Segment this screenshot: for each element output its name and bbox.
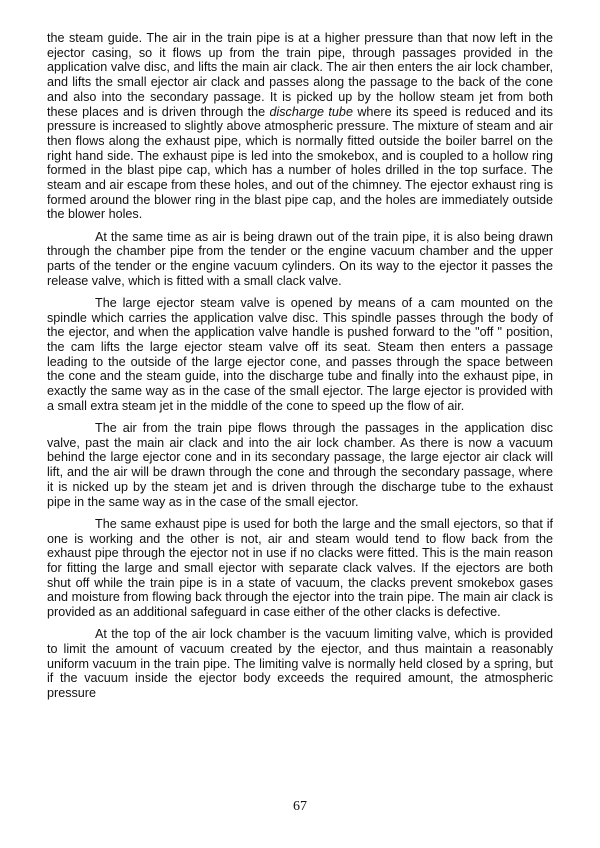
paragraph-1 <box>47 31 553 222</box>
paragraph-1-text-b: where its speed is reduced and its pressure is increased to slightly above atmospheric pressure. The mixture of steam and air then flows along the exhaust pipe, which is normally fitted outside the boiler barrel on the right hand side. The exhaust pipe is led into the smokebox, and is coupled to a hollow ring formed in the blast pipe cap, which has a number of holes drilled in the top surface. The steam and air escape from these holes, and out of the chimney. The ejector exhaust ring is formed around the blower ring in the blast pipe cap, and the holes are immediately outside the blower holes. <box>47 104 553 222</box>
paragraph-6: At the top of the air lock chamber is the vacuum limiting valve, which is provided to limit the amount of vacuum created by the ejector, and thus maintain a reasonably uniform vacuum in the train pipe. The limiting valve is normally held closed by a spring, but if the vacuum inside the ejector body exceeds the required amount, the atmospheric pressure <box>47 627 553 701</box>
body-text <box>47 31 553 701</box>
paragraph-1-text-a: the steam guide. The air in the train pipe is at a higher pressure than that now left in the ejector casing, so it flows up from the train pipe, through passages provided in the application valve disc, and lifts the main air clack. The air then enters the air lock chamber, and lifts the small ejector air clack and passes along the passage to the back of the cone and also into the secondary passage. It is picked up by the hollow steam jet from both these places and is driven through the <box>47 31 553 119</box>
discharge-tube-emphasis: discharge tube <box>269 104 353 119</box>
paragraph-5: The same exhaust pipe is used for both the large and the small ejectors, so that if one is working and the other is not, air and steam would tend to flow back from the exhaust pipe through the ejector not in use if no clacks were fitted. This is the main reason for fitting the large and small ejector with separate clack valves. If the ejectors are both shut off while the train pipe is in a state of vacuum, the clacks prevent smokebox gases and moisture from flowing back through the ejector into the train pipe. The main air clack is provided as an additional safeguard in case either of the other clacks is defective. <box>47 516 553 620</box>
page-number: 67 <box>293 799 307 814</box>
paragraph-3: The large ejector steam valve is opened by means of a cam mounted on the spindle which carries the application valve disc. This spindle passes through the body of the ejector, and when the application valve handle is pushed forward to the "off " position, the cam lifts the large ejector steam valve off its seat. Steam then enters a passage leading to the outside of the large ejector cone, and passes through the space between the cone and the steam guide, into the discharge tube and finally into the exhaust pipe, in exactly the same way as in the case of the small ejector. The large ejector is provided with a small extra steam jet in the middle of the cone to speed up the flow of air. <box>47 295 553 413</box>
paragraph-2: At the same time as air is being drawn out of the train pipe, it is also being drawn through the chamber pipe from the tender or the engine vacuum chamber and the upper parts of the tender or the engine vacuum cylinders. On its way to the ejector it passes the release valve, which is fitted with a small clack valve. <box>47 229 553 288</box>
paragraph-4: The air from the train pipe flows through the passages in the application disc valve, past the main air clack and into the air lock chamber. As there is now a vacuum behind the large ejector cone and in its secondary passage, the large ejector air clack will lift, and the air will be drawn through the cone and through the secondary passage, where it is nicked up by the steam jet and is driven through the discharge tube to the exhaust pipe in the same way as in the case of the small ejector. <box>47 421 553 509</box>
